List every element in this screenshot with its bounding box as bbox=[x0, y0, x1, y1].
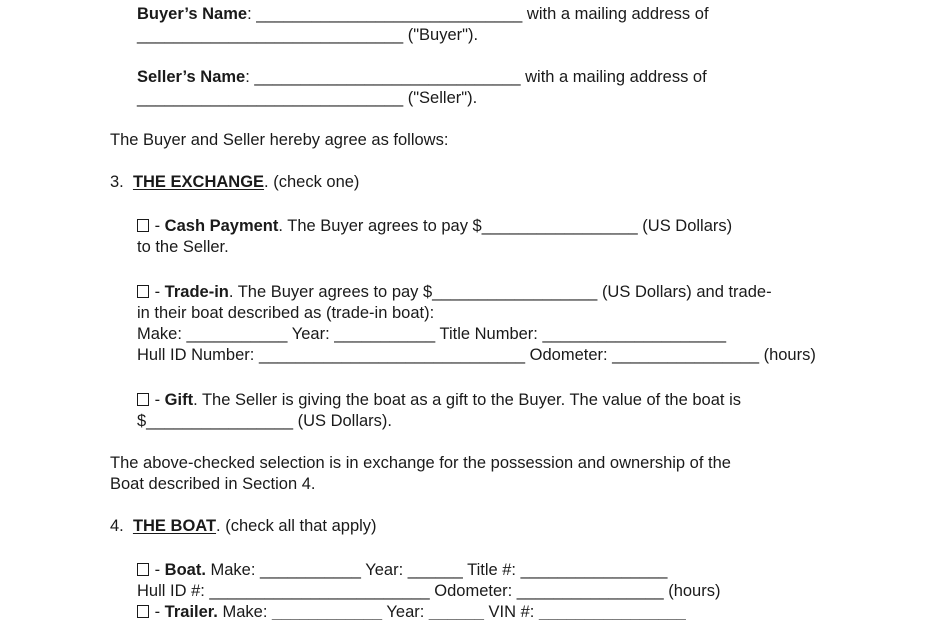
text-segment: Make: ___________ Year: ___________ Title Number: ____________________ bbox=[137, 325, 727, 343]
text-segment: - bbox=[150, 283, 165, 301]
section-4-heading bbox=[110, 516, 930, 537]
text-segment: . (check all that apply) bbox=[216, 517, 377, 535]
bold-label: Cash Payment bbox=[164, 217, 279, 235]
text-line bbox=[137, 216, 930, 237]
exchange-note bbox=[110, 453, 930, 495]
checkbox-icon bbox=[137, 393, 149, 406]
gift-item bbox=[137, 390, 930, 432]
text-segment: Hull ID #: ________________________ Odometer: ________________ (hours) bbox=[137, 582, 721, 600]
text-segment: _____________________________ ("Buyer"). bbox=[137, 26, 479, 44]
text-segment: The above-checked selection is in exchange for the possession and ownership of the bbox=[110, 454, 731, 472]
text-line bbox=[137, 4, 930, 25]
text-line bbox=[137, 411, 930, 432]
bold-label: Trailer. bbox=[164, 603, 218, 620]
text-segment: _____________________________ ("Seller"). bbox=[137, 89, 478, 107]
trailer-item bbox=[137, 602, 930, 620]
text-segment: Make: ___________ Year: ______ Title #: ________________ bbox=[205, 561, 668, 579]
text-line bbox=[137, 560, 930, 581]
text-segment: - bbox=[150, 391, 165, 409]
text-segment: Hull ID Number: _____________________________ Odometer: ________________ (hours) bbox=[137, 346, 816, 364]
text-segment: : _____________________________ with a mailing address of bbox=[245, 68, 707, 86]
trade-in-item bbox=[137, 282, 930, 366]
text-line bbox=[137, 581, 930, 602]
bold-label: Buyer’s Name bbox=[137, 5, 248, 23]
text-line bbox=[137, 282, 930, 303]
text-line bbox=[110, 453, 930, 474]
section-title: THE BOAT bbox=[132, 517, 217, 535]
buyer-name-clause bbox=[137, 4, 930, 46]
text-line bbox=[137, 88, 930, 109]
text-line bbox=[110, 474, 930, 495]
text-segment: $________________ (US Dollars). bbox=[137, 412, 393, 430]
text-line bbox=[110, 516, 930, 537]
checkbox-icon bbox=[137, 219, 149, 232]
text-segment: 4. bbox=[110, 517, 133, 535]
bold-label: Seller’s Name bbox=[137, 68, 246, 86]
text-line bbox=[137, 25, 930, 46]
text-segment: . The Buyer agrees to pay $__________________ (US Dollars) and trade- bbox=[228, 283, 772, 301]
bold-label: Boat. bbox=[164, 561, 206, 579]
text-segment: Make: ____________ Year: ______ VIN #: ________________ bbox=[217, 603, 686, 620]
text-line bbox=[137, 345, 930, 366]
text-segment: : _____________________________ with a mailing address of bbox=[247, 5, 709, 23]
text-segment: . The Buyer agrees to pay $_________________ (US Dollars) bbox=[278, 217, 733, 235]
text-line bbox=[137, 237, 930, 258]
text-line bbox=[137, 67, 930, 88]
text-segment: - bbox=[150, 603, 165, 620]
checkbox-icon bbox=[137, 563, 149, 576]
document-body bbox=[0, 4, 930, 620]
text-segment: . The Seller is giving the boat as a gift to the Buyer. The value of the boat is bbox=[193, 391, 741, 409]
text-segment: The Buyer and Seller hereby agree as follows: bbox=[110, 131, 449, 149]
text-segment: . (check one) bbox=[264, 173, 360, 191]
text-segment: 3. bbox=[110, 173, 133, 191]
text-line bbox=[137, 324, 930, 345]
checkbox-icon bbox=[137, 285, 149, 298]
text-segment: in their boat described as (trade-in boat): bbox=[137, 304, 435, 322]
text-segment: Boat described in Section 4. bbox=[110, 475, 316, 493]
text-line bbox=[137, 602, 930, 620]
agreement-intro bbox=[110, 130, 930, 151]
cash-payment-item bbox=[137, 216, 930, 258]
section-3-heading bbox=[110, 172, 930, 193]
seller-name-clause bbox=[137, 67, 930, 109]
text-segment: - bbox=[150, 217, 165, 235]
section-title: THE EXCHANGE bbox=[132, 173, 265, 191]
text-line bbox=[110, 172, 930, 193]
boat-item bbox=[137, 560, 930, 602]
bold-label: Trade-in bbox=[164, 283, 229, 301]
text-segment: - bbox=[150, 561, 165, 579]
text-line bbox=[110, 130, 930, 151]
checkbox-icon bbox=[137, 605, 149, 618]
text-line bbox=[137, 390, 930, 411]
bold-label: Gift bbox=[164, 391, 194, 409]
text-line bbox=[137, 303, 930, 324]
text-segment: to the Seller. bbox=[137, 238, 229, 256]
